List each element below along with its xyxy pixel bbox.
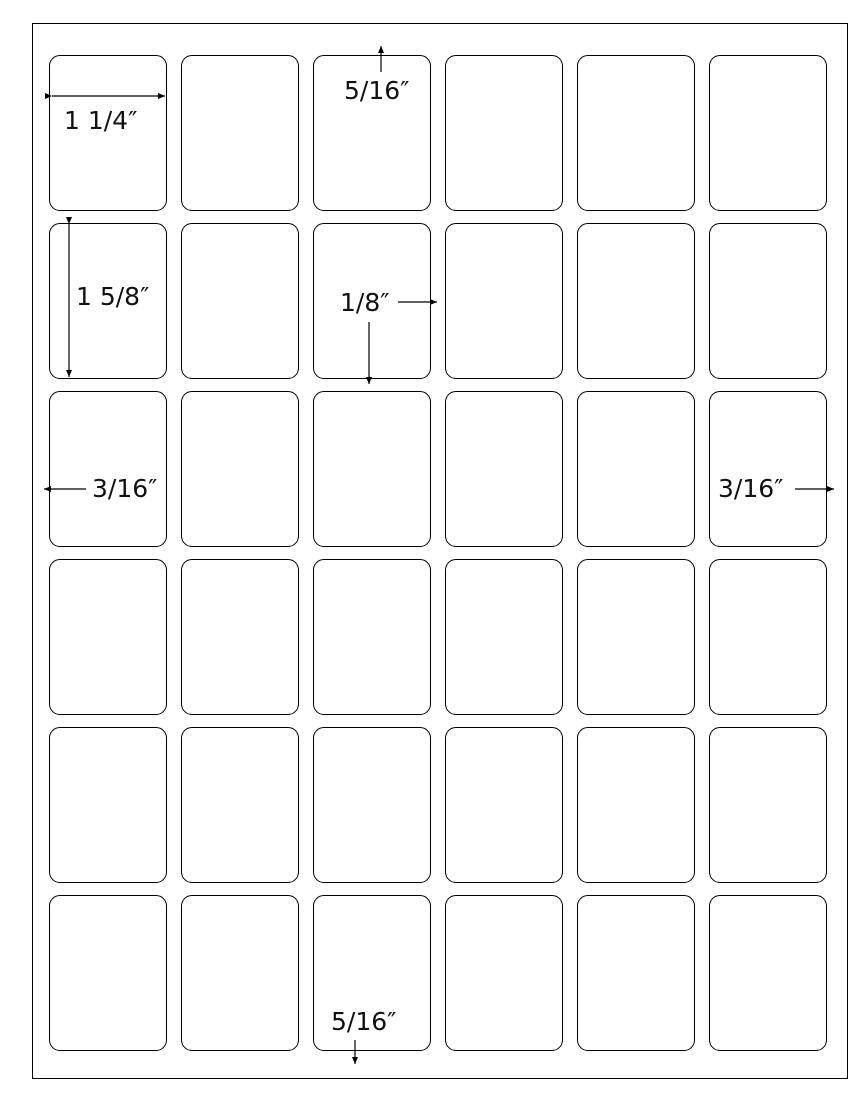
gutter-text: 1/8″	[340, 288, 390, 317]
label-height-text: 1 5/8″	[76, 282, 150, 311]
label-width-text: 1 1/4″	[64, 106, 138, 135]
right-margin-text: 3/16″	[718, 474, 784, 503]
bottom-margin-text: 5/16″	[331, 1007, 397, 1036]
left-margin-text: 3/16″	[92, 474, 158, 503]
top-margin-text: 5/16″	[344, 76, 410, 105]
